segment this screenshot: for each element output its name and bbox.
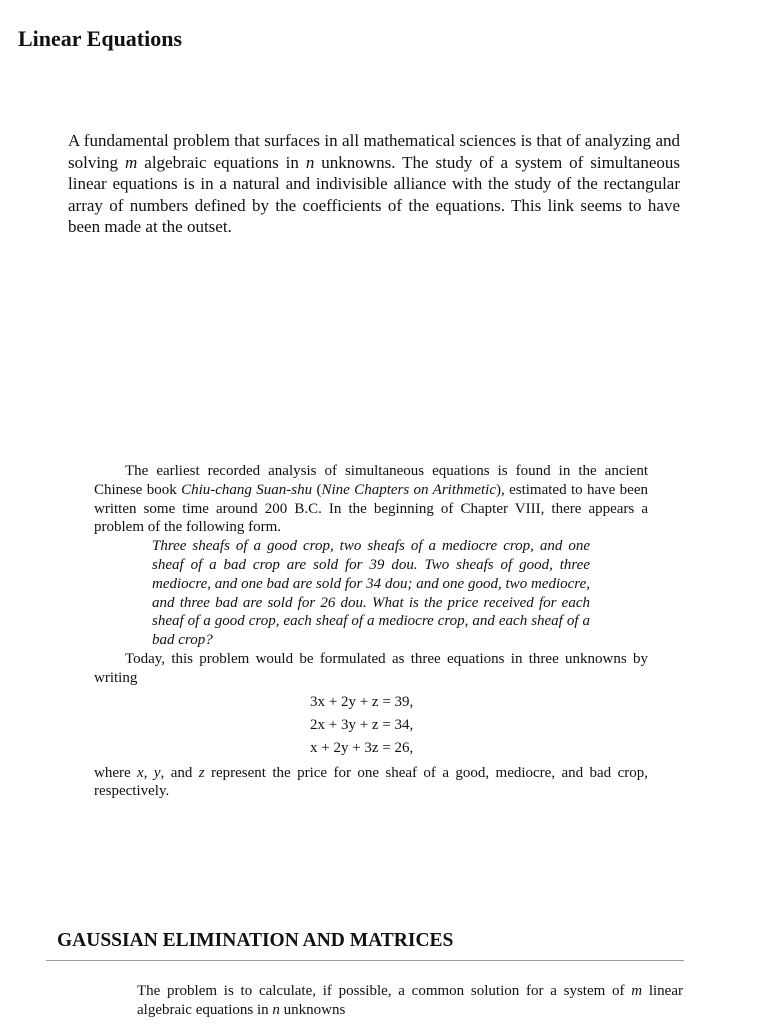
variables-text: ,	[143, 764, 154, 781]
intro-paragraph	[68, 130, 680, 238]
section-text: unknowns	[279, 1001, 346, 1018]
history-text: The earliest recorded analysis of simultaneous equations is found in the ancient Chinese book	[94, 463, 648, 498]
section-heading: GAUSSIAN ELIMINATION AND MATRICES	[57, 930, 454, 951]
variables-paragraph	[94, 764, 648, 802]
page-title: Linear Equations	[18, 26, 183, 51]
equation: 2x + 3y + z = 34,	[310, 716, 414, 733]
variable-x: x	[137, 764, 144, 781]
section-paragraph	[137, 982, 683, 1019]
variables-text: , and	[160, 764, 199, 781]
equation: 3x + 2y + z = 39,	[310, 693, 414, 710]
variable-m: m	[631, 983, 643, 999]
intro-text: A fundamental problem that surfaces in all mathematical sciences is that of analyzing and solving	[68, 131, 680, 172]
section-text: The problem is to calculate, if possible, a common solution for a system of	[137, 983, 632, 999]
formulation-paragraph: Today, this problem would be formulated as three equations in three unknowns by writing	[94, 650, 648, 686]
variable-n: n	[272, 1001, 280, 1018]
intro-text: algebraic equations in	[137, 152, 306, 172]
history-section	[94, 462, 648, 801]
variable-m: m	[125, 152, 138, 172]
history-text: (	[312, 481, 322, 498]
section-text: linear algebraic equations in	[137, 983, 683, 1018]
book-translation: Nine Chapters on Arithmetic	[321, 481, 496, 498]
history-text: ), estimated to have been written some time around 200 B.C. In the beginning of Chapter VIII, there appears a problem of the following form.	[94, 481, 648, 536]
problem-quote: Three sheafs of a good crop, two sheafs of a mediocre crop, and one sheaf of a bad crop are sold for 39 dou. Two sheafs of good, three mediocre, and one bad are sold for 34 dou; and one good, two mediocre, and three bad are sold for 26 dou. What is the price received for each sheaf of a good crop, each sheaf of a mediocre crop, and each sheaf of a bad crop?	[152, 538, 590, 649]
variable-z: z	[198, 764, 205, 781]
variables-text: where	[94, 764, 138, 781]
variable-n: n	[305, 152, 315, 172]
equation: x + 2y + 3z = 26,	[310, 739, 414, 756]
history-paragraph	[94, 462, 648, 537]
variables-text: represent the price for one sheaf of a good, mediocre, and bad crop, respectively.	[94, 764, 648, 800]
section-divider	[46, 960, 684, 961]
equation-system	[94, 691, 648, 760]
book-title: Chiu-chang Suan-shu	[181, 481, 313, 498]
variable-y: y	[153, 764, 161, 781]
intro-text: unknowns. The study of a system of simultaneous linear equations is in a natural and indivisible alliance with the study of the rectangular array of numbers defined by the coefficients of the equations. This link seems to have been made at the outset.	[68, 152, 680, 236]
